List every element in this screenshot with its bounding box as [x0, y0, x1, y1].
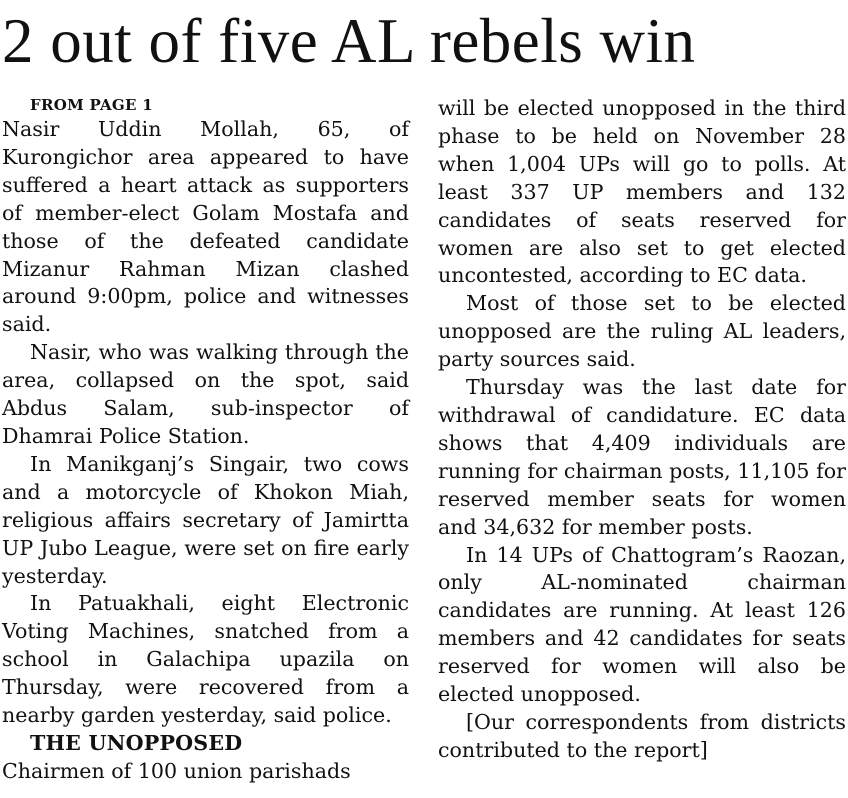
- paragraph: Nasir Uddin Mollah, 65, of Kurongichor area appeared to have suffered a heart attack as supporters of member-elect Golam Mostafa and those of the defeated candidate Mizanur Rahman Mizan clashed around 9:00pm, police and witnesses said.: [2, 117, 409, 337]
- paragraph: will be elected unopposed in the third phase to be held on November 28 when 1,004 UPs will go to polls. At least 337 UP members and 132 candidates of seats reserved for women are also set to get elected uncontested, according to EC data.: [438, 96, 846, 288]
- paragraph: [Our correspondents from districts contributed to the report]: [438, 709, 846, 762]
- headline: 2 out of five AL rebels win: [2, 6, 696, 76]
- subhead: THE UNOPPOSED: [30, 730, 243, 755]
- paragraph: Nasir, who was walking through the area, collapsed on the spot, said Abdus Salam, sub-inspector of Dhamrai Police Station.: [2, 340, 409, 448]
- right-column: [438, 95, 846, 765]
- paragraph: In Patuakhali, eight Electronic Voting Machines, snatched from a school in Galachipa upazila on Thursday, were recovered from a nearby garden yesterday, said police.: [2, 591, 409, 728]
- paragraph: In 14 UPs of Chattogram’s Raozan, only AL-nominated chairman candidates are running. At least 126 members and 42 candidates for seats reserved for women will also be elected unopposed.: [438, 542, 846, 707]
- paragraph: In Manikganj’s Singair, two cows and a motorcycle of Khokon Miah, religious affairs secretary of Jamirtta UP Jubo League, were set on fire early yesterday.: [2, 451, 409, 588]
- kicker: FROM PAGE 1: [30, 96, 154, 114]
- paragraph: Chairmen of 100 union parishads: [2, 758, 351, 783]
- left-column: [2, 95, 409, 786]
- paragraph: Thursday was the last date for withdrawal of candidature. EC data shows that 4,409 individuals are running for chairman posts, 11,105 for reserved member seats for women and 34,632 for member posts.: [438, 375, 846, 539]
- paragraph: Most of those set to be elected unopposed are the ruling AL leaders, party sources said.: [438, 291, 846, 372]
